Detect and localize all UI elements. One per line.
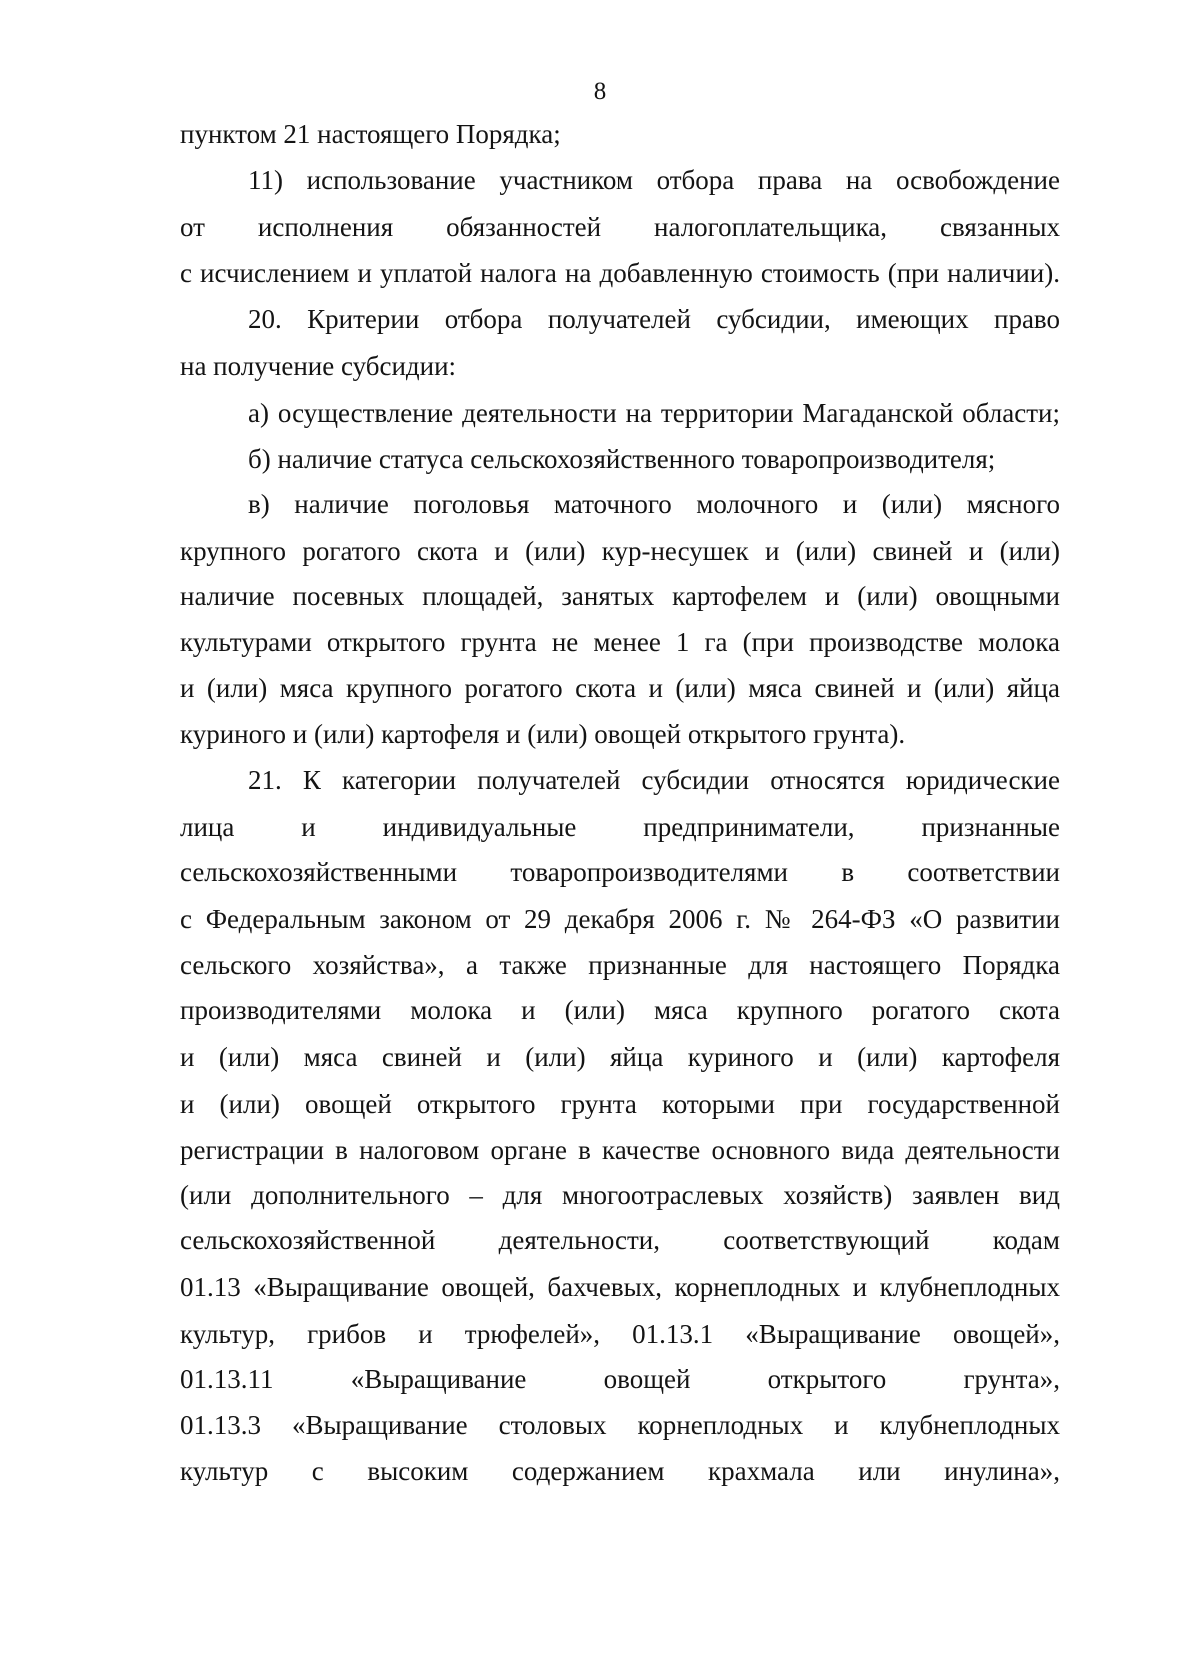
text-line: крупного рогатого скота и (или) кур-несушек и (или) свиней и (или) bbox=[180, 536, 1060, 566]
text-line: а) осуществление деятельности на территории Магаданской области; bbox=[248, 398, 1060, 428]
text-line: 20. Критерии отбора получателей субсидии, имеющих право bbox=[248, 304, 1060, 334]
text-line: с исчислением и уплатой налога на добавленную стоимость (при наличии). bbox=[180, 258, 1060, 288]
text-line: на получение субсидии: bbox=[180, 351, 457, 381]
text-line: с Федеральным законом от 29 декабря 2006 г. № 264-ФЗ «О развитии bbox=[180, 904, 1060, 934]
text-line: 21. К категории получателей субсидии относятся юридические bbox=[248, 765, 1060, 795]
text-line: и (или) мяса крупного рогатого скота и (или) мяса свиней и (или) яйца bbox=[180, 673, 1060, 703]
text-line: 01.13 «Выращивание овощей, бахчевых, корнеплодных и клубнеплодных bbox=[180, 1272, 1060, 1302]
text-line: 01.13.3 «Выращивание столовых корнеплодных и клубнеплодных bbox=[180, 1410, 1060, 1440]
text-line: 11) использование участником отбора права на освобождение bbox=[248, 165, 1060, 195]
text-line: и (или) мяса свиней и (или) яйца куриного и (или) картофеля bbox=[180, 1042, 1060, 1072]
text-line: наличие посевных площадей, занятых картофелем и (или) овощными bbox=[180, 581, 1060, 611]
text-line: 01.13.11 «Выращивание овощей открытого грунта», bbox=[180, 1364, 1060, 1394]
text-line: от исполнения обязанностей налогоплательщика, связанных bbox=[180, 212, 1060, 242]
text-line: (или дополнительного – для многоотраслевых хозяйств) заявлен вид bbox=[180, 1180, 1060, 1210]
text-line: производителями молока и (или) мяса крупного рогатого скота bbox=[180, 995, 1060, 1025]
text-line: куриного и (или) картофеля и (или) овощей открытого грунта). bbox=[180, 719, 906, 749]
text-line: пунктом 21 настоящего Порядка; bbox=[180, 119, 561, 149]
text-line: регистрации в налоговом органе в качестве основного вида деятельности bbox=[180, 1135, 1060, 1165]
text-line: сельскохозяйственной деятельности, соответствующий кодам bbox=[180, 1225, 1060, 1255]
page-number: 8 bbox=[593, 78, 607, 105]
text-line: и (или) овощей открытого грунта которыми при государственной bbox=[180, 1089, 1060, 1119]
text-line: культур, грибов и трюфелей», 01.13.1 «Выращивание овощей», bbox=[180, 1319, 1060, 1349]
text-line: сельскохозяйственными товаропроизводителями в соответствии bbox=[180, 857, 1060, 887]
text-line: б) наличие статуса сельскохозяйственного товаропроизводителя; bbox=[248, 444, 996, 474]
text-line: лица и индивидуальные предприниматели, признанные bbox=[180, 812, 1060, 842]
text-line: культур с высоким содержанием крахмала или инулина», bbox=[180, 1456, 1060, 1486]
text-line: сельского хозяйства», а также признанные для настоящего Порядка bbox=[180, 950, 1060, 980]
text-line: в) наличие поголовья маточного молочного и (или) мясного bbox=[248, 489, 1060, 519]
text-line: культурами открытого грунта не менее 1 га (при производстве молока bbox=[180, 627, 1060, 657]
